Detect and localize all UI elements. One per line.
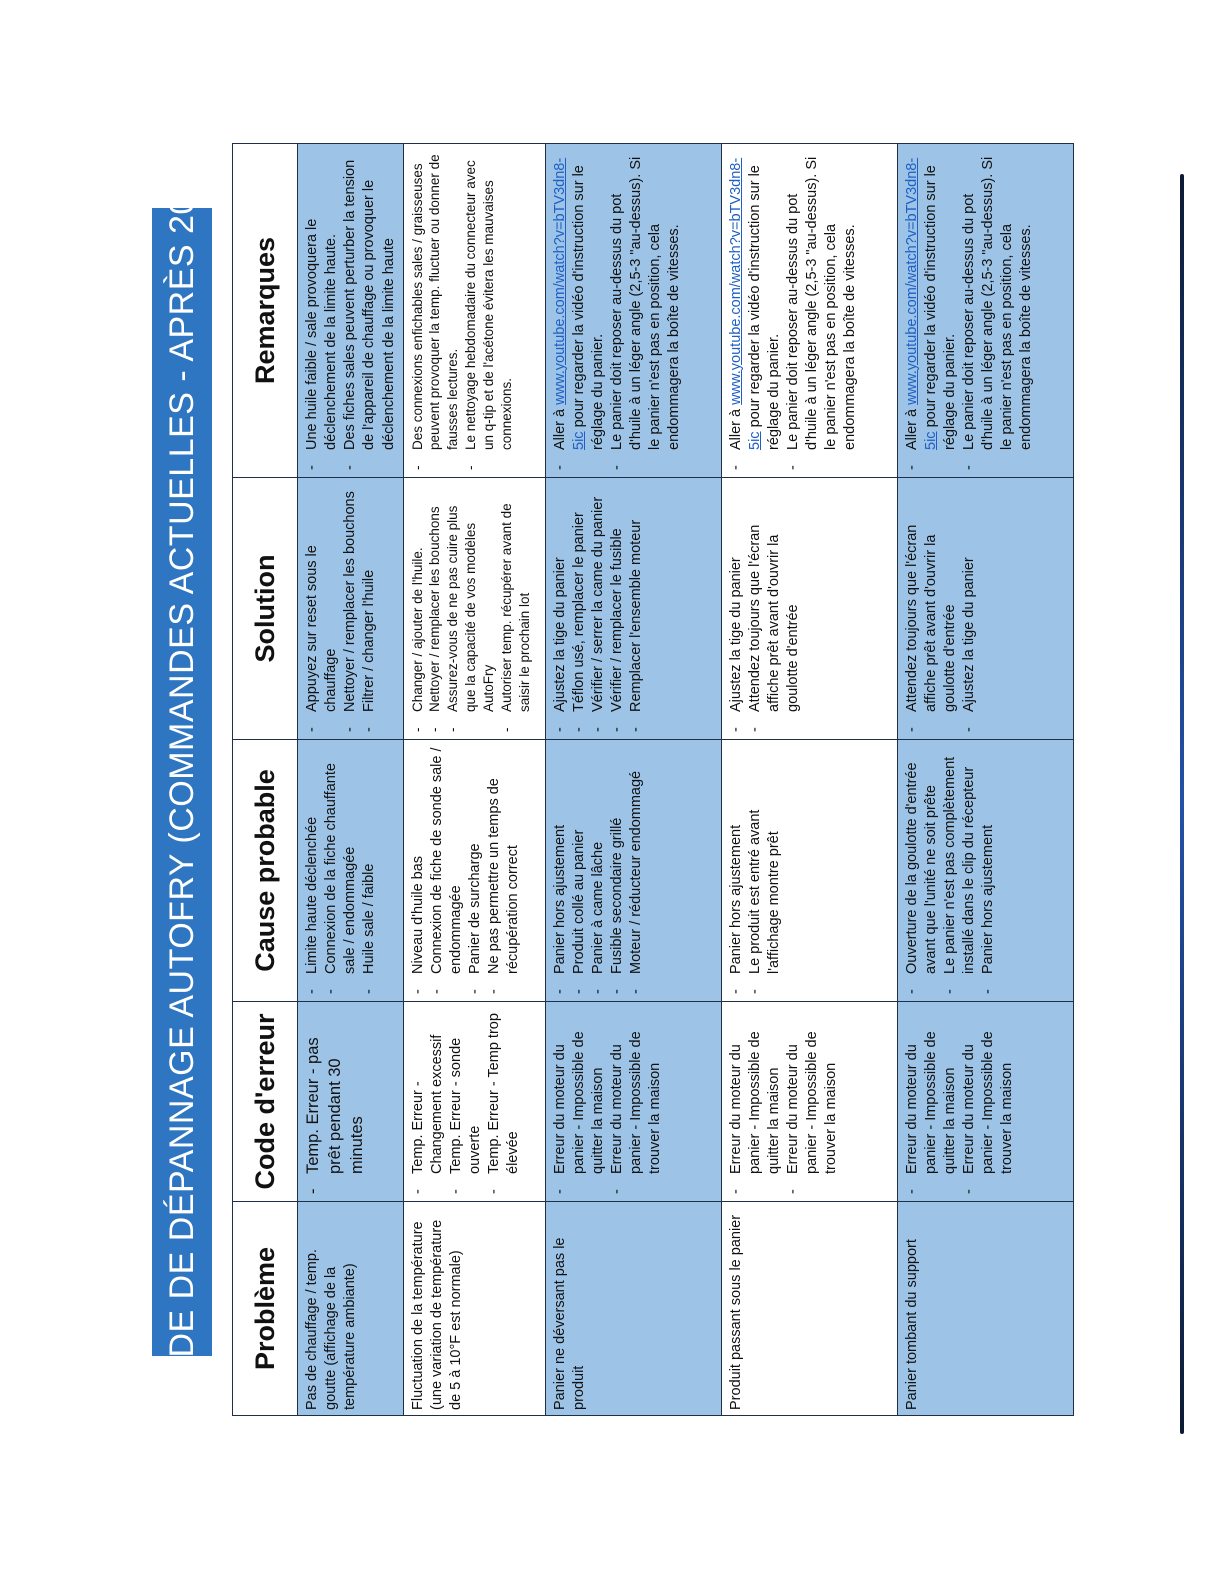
list-item: - Niveau d'huile bas [409,745,428,974]
table-row [403,144,545,1416]
list-item: - Le nettoyage hebdomadaire du connecteur avec un q-tip et de l'acétone évitera les mauvaises connexions. [462,149,515,450]
cell-remarques [721,144,897,478]
list-item: - Temp. Erreur - sonde ouverte [447,1007,485,1174]
cell-probleme: Panier tombant du support [897,1202,1073,1416]
header-code-erreur: Code d'erreur [233,1002,298,1202]
cell-code-erreur [897,1002,1073,1202]
list-item: - Assurez-vous de ne pas cuire plus que la capacité de vos modèles AutoFry [444,483,497,712]
cell-remarques [897,144,1073,478]
cell-remarques [298,144,404,478]
list-item: - Autoriser temp. récupérer avant de saisir le prochain lot [498,483,534,712]
list-item: - Vérifier / remplacer le fusible [608,483,627,712]
list-item: - Huile sale / faible [360,745,379,974]
list-item: - Nettoyer / remplacer les bouchons [426,483,444,712]
title-banner [152,144,212,1420]
footer-divider [1180,174,1184,1434]
table-row [298,144,404,1416]
list-item: - Erreur du moteur du panier - Impossible de trouver la maison [960,1007,1017,1174]
cell-solution [721,478,897,740]
cell-cause-probable [403,740,545,1002]
list-item: - Attendez toujours que l'écran affiche prêt avant d'ouvrir la goulotte d'entrée [746,483,803,712]
list-item: - Moteur / réducteur endommagé [627,745,646,974]
cell-solution [403,478,545,740]
list-item [727,149,784,450]
list-item: - Le produit est entré avant l'affichage montre prêt [746,745,784,974]
cell-cause-probable [298,740,404,1002]
list-item: - Le panier doit reposer au-dessus du pot d'huile à un léger angle (2,5-3 "au-dessus). Si le panier n'est pas en position, cela endommagera la boîte de vitesses. [608,149,685,450]
list-item: - Panier hors ajustement [551,745,570,974]
troubleshooting-table [232,143,1074,1416]
list-item: - Le panier doit reposer au-dessus du pot d'huile à un léger angle (2,5-3 "au-dessus). Si le panier n'est pas en position, cela endommagera la boîte de vitesses. [960,149,1037,450]
list-item: - Ajustez la tige du panier [960,483,979,712]
cell-probleme: Pas de chauffage / temp. goutte (affichage de la température ambiante) [298,1202,404,1416]
goto-label: Aller à [903,408,920,450]
list-item: - Ajustez la tige du panier [727,483,746,712]
cell-probleme: Fluctuation de la température (une variation de température de 5 à 10°F est normale) [403,1202,545,1416]
list-item: - Vérifier / serrer la came du panier [589,483,608,712]
list-item: - Changer / ajouter de l'huile. [409,483,427,712]
list-item: - Erreur du moteur du panier - Impossible de trouver la maison [784,1007,841,1174]
remark-text: pour regarder la vidéo d'instruction sur le réglage du panier. [922,165,958,450]
list-item: - Panier hors ajustement [979,745,998,974]
cell-cause-probable [545,740,721,1002]
list-item: - Attendez toujours que l'écran affiche prêt avant d'ouvrir la goulotte d'entrée [903,483,960,712]
cell-cause-probable [897,740,1073,1002]
list-item: - Connexion de fiche de sonde sale / endommagée [428,745,466,974]
cell-solution [298,478,404,740]
list-item: - Fusible secondaire grillé [608,745,627,974]
cell-code-erreur [545,1002,721,1202]
list-item: - Temp. Erreur - Temp trop élevée [485,1007,523,1174]
list-item: - Ouverture de la goulotte d'entrée avant que l'unité ne soit prête [903,745,941,974]
list-item: - Panier de surcharge [466,745,485,974]
cell-solution [545,478,721,740]
youtube-link[interactable]: www.youtube.com/watch?v=bTV3dn8-5ic [727,157,763,450]
list-item: - Panier à came lâche [589,745,608,974]
table-row [721,144,897,1416]
list-item: - Connexion de la fiche chauffante sale / endommagée [322,745,360,974]
page-title: GUIDE DE DÉPANNAGE AUTOFRY (COMMANDES ACTUELLES - APRÈS 2008) [162,144,201,1420]
cell-code-erreur [403,1002,545,1202]
header-probleme: Problème [233,1202,298,1416]
list-item: - Le panier doit reposer au-dessus du pot d'huile à un léger angle (2,5-3 "au-dessus). Si le panier n'est pas en position, cela endommagera la boîte de vitesses. [784,149,861,450]
cell-code-erreur [298,1002,404,1202]
cell-cause-probable [721,740,897,1002]
list-item: - Le panier n'est pas complètement installé dans le clip du récepteur [941,745,979,974]
list-item: - Temp. Erreur - Changement excessif [409,1007,447,1174]
list-item: - Ne pas permettre un temps de récupération correct [485,745,523,974]
list-item: - Erreur du moteur du panier - Impossible de quitter la maison [727,1007,784,1174]
list-item: - Des connexions enfichables sales / graisseuses peuvent provoquer la temp. fluctuer ou donner de fausses lectures. [409,149,462,450]
list-item [551,149,608,450]
list-item: - Remplacer l'ensemble moteur [627,483,646,712]
cell-code-erreur [721,1002,897,1202]
header-cause-probable: Cause probable [233,740,298,1002]
list-item: - Erreur du moteur du panier - Impossible de quitter la maison [551,1007,608,1174]
header-remarques: Remarques [233,144,298,478]
list-item: - Panier hors ajustement [727,745,746,974]
list-item: - Limite haute déclenchée [303,745,322,974]
list-item: - Téflon usé, remplacer le panier [570,483,589,712]
list-item: - Produit collé au panier [570,745,589,974]
header-solution: Solution [233,478,298,740]
youtube-link[interactable]: www.youtube.com/watch?v=bTV3dn8-5ic [903,157,939,450]
header-row [233,144,298,1416]
cell-probleme: Produit passant sous le panier [721,1202,897,1416]
cell-remarques [403,144,545,478]
list-item: - Erreur du moteur du panier - Impossible de trouver la maison [608,1007,665,1174]
remark-text: pour regarder la vidéo d'instruction sur le réglage du panier. [570,165,606,450]
list-item: - Nettoyer / remplacer les bouchons [341,483,360,712]
table-row [897,144,1073,1416]
list-item: - Appuyez sur reset sous le chauffage [303,483,341,712]
cell-remarques [545,144,721,478]
cell-solution [897,478,1073,740]
list-item: - Des fiches sales peuvent perturber la tension de l'appareil de chauffage ou provoquer le déclenchement de la limite haute [341,149,398,450]
goto-label: Aller à [727,408,744,450]
list-item: - Filtrer / changer l'huile [360,483,379,712]
list-item: - Une huile faible / sale provoquera le déclenchement de la limite haute. [303,149,341,450]
cell-probleme: Panier ne déversant pas le produit [545,1202,721,1416]
goto-label: Aller à [551,408,568,450]
list-item: - Ajustez la tige du panier [551,483,570,712]
list-item [903,149,960,450]
list-item: - Temp. Erreur - pas prêt pendant 30 minutes [303,1007,368,1174]
youtube-link[interactable]: www.youtube.com/watch?v=bTV3dn8-5ic [551,157,587,450]
remark-text: pour regarder la vidéo d'instruction sur le réglage du panier. [746,165,782,450]
table-row [545,144,721,1416]
list-item: - Erreur du moteur du panier - Impossible de quitter la maison [903,1007,960,1174]
